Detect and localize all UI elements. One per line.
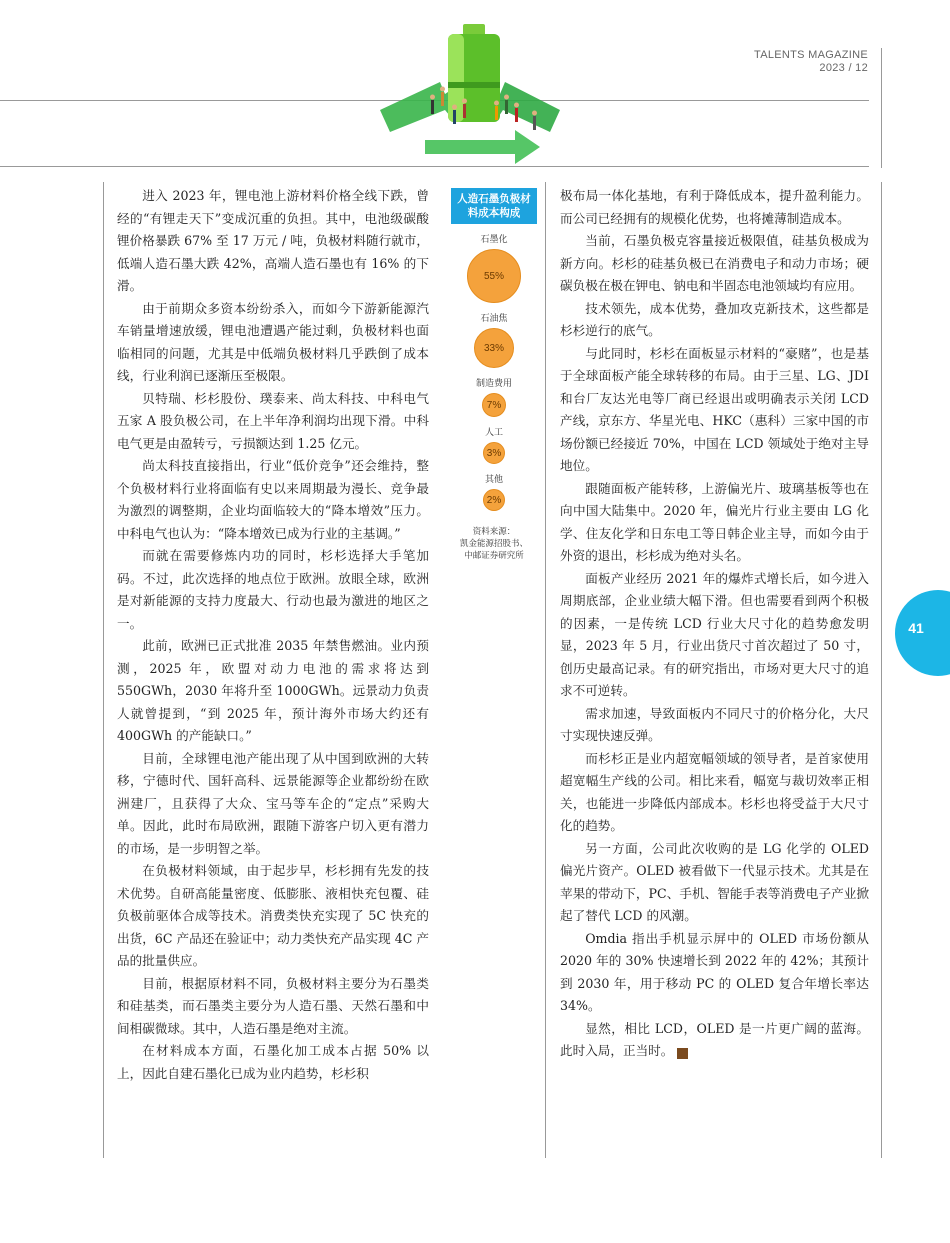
masthead (754, 49, 868, 75)
paragraph: 由于前期众多资本纷纷杀入，而如今下游新能源汽车销量增速放缓，锂电池遭遇产能过剩，负极材料也面临相同的问题，尤其是中低端负极材料几乎跌倒了成本线，行业利润已逐渐压至极限。 (117, 300, 429, 383)
paragraph: 技术领先，成本优势，叠加攻克新技术，这些都是杉杉逆行的底气。 (560, 300, 869, 338)
paragraph-text: 显然，相比 LCD，OLED 是一片更广阔的蓝海。此时入局，正当时。 (560, 1020, 869, 1058)
paragraph: 面板产业经历 2021 年的爆炸式增长后，如今进入周期底部，企业业绩大幅下滑。但也需要看到两个积极的因素，一是传统 LCD 行业大尺寸化的趋势愈发明显，2023 年 5 月，行业出货尺寸首次超过了 50 寸，创历史最高记录。有的研究指出，市场对更大尺寸的追求不可逆转。 (560, 570, 869, 698)
cost-item-label: 其他 (484, 474, 503, 484)
cost-item-bubble (467, 249, 521, 303)
paragraph: 目前，根据原材料不同，负极材料主要分为石墨类和硅基类，而石墨类主要分为人造石墨、天然石墨和中间相碳微球。其中，人造石墨是绝对主流。 (117, 975, 429, 1036)
paragraph: 另一方面，公司此次收购的是 LG 化学的 OLED 偏光片资产。OLED 被看做下一代显示技术。尤其是在苹果的带动下，PC、手机、智能手表等消费电子产业掀起了替代 LCD 的风潮。 (560, 840, 869, 923)
left-column (117, 185, 429, 1085)
cost-item-bubble (483, 442, 505, 464)
paragraph: 而就在需要修炼内功的同时，杉杉选择大手笔加码。不过，此次选择的地点位于欧洲。放眼全球，欧洲是对新能源的支持力度最大、行动也最为激进的地区之一。 (117, 548, 429, 631)
paragraph: 进入 2023 年，锂电池上游材料价格全线下跌，曾经的“有锂走天下”变成沉重的负担。其中，电池级碳酸锂价格暴跌 67% 至 17 万元 / 吨，负极材料随行就市，低端人造石墨大跌 42%，高端人造石墨也有 16% 的下滑。 (117, 188, 429, 293)
masthead-divider (881, 48, 882, 168)
cost-item-label: 石墨化 (480, 234, 508, 244)
paragraph: 在材料成本方面，石墨化加工成本占据 50% 以上，因此自建石墨化已成为业内趋势，杉杉积 (117, 1043, 429, 1081)
paragraph: 尚太科技直接指出，行业“低价竞争”还会维持，整个负极材料行业将面临有史以来周期最为漫长、竞争最为激烈的调整期，企业均面临较大的“降本增效”压力。中科电气也认为：“降本增效已成为行业的主基调。” (117, 458, 429, 541)
source-label: 资料来源： (472, 526, 516, 536)
cost-item-value: 55% (483, 270, 504, 282)
cost-item-label: 人工 (484, 427, 503, 437)
left-column-divider (103, 182, 104, 1158)
paragraph: 需求加速，导致面板内不同尺寸的价格分化，大尺寸实现快速反弹。 (560, 705, 869, 743)
cost-item-value: 3% (486, 447, 502, 459)
cost-item-label: 制造费用 (475, 378, 512, 388)
right-column-divider (881, 182, 882, 1158)
source-text: 中邮证券研究所 (464, 550, 524, 560)
cost-item-value: 33% (483, 342, 504, 354)
bottom-rule (0, 166, 869, 167)
page-number: 41 (908, 620, 924, 636)
paragraph: 此前，欧洲已正式批准 2035 年禁售燃油。业内预测，2025 年，欧盟对动力电池的需求将达到 550GWh，2030 年将升至 1000GWh。远景动力负责人就曾提到，“到 2025 年，预计海外市场大约还有 400GWh 的产能缺口。” (117, 638, 429, 743)
paragraph: 在负极材料领域，由于起步早，杉杉拥有先发的技术优势。自研高能量密度、低膨胀、液相快充包覆、硅负极前驱体合成等技术。消费类快充实现了 5C 快充的出货，6C 产品还在验证中；动力类快充产品实现 4C 产品的批量供应。 (117, 863, 429, 968)
paragraph: 极布局一体化基地，有利于降低成本，提升盈利能力。而公司已经拥有的规模化优势，也将摊薄制造成本。 (560, 188, 869, 226)
cost-item-value: 2% (486, 494, 502, 506)
paragraph: Omdia 指出手机显示屏中的 OLED 市场份额从 2020 年的 30% 快速增长到 2022 年的 42%；其预计到 2030 年，用于移动 PC 的 OLED 复合年增长率达 34%。 (560, 930, 869, 1013)
paragraph: 贝特瑞、杉杉股份、璞泰来、尚太科技、中科电气五家 A 股负极公司，在上半年净利润均出现下滑。中科电气更是由盈转亏，亏损额达到 1.25 亿元。 (117, 390, 429, 451)
paragraph: 目前，全球锂电池产能出现了从中国到欧洲的大转移，宁德时代、国轩高科、远景能源等企业都纷纷在欧洲建厂，且获得了大众、宝马等车企的“定点”采购大单。因此，此时布局欧洲，跟随下游客户切入更有潜力的市场，是一步明智之举。 (117, 750, 429, 856)
sidebar-divider (545, 182, 546, 1158)
magazine-name: TALENTS MAGAZINE (754, 49, 868, 61)
battery-recycling-illustration (345, 22, 595, 164)
cost-structure-sidebar (451, 188, 537, 561)
cost-item-bubble (474, 328, 514, 368)
end-mark-icon: t (677, 1048, 688, 1059)
paragraph: 与此同时，杉杉在面板显示材料的“豪赌”，也是基于全球面板产能全球转移的布局。由于三星、LG、JDI 和台厂友达光电等厂商已经退出或明确表示关闭 LCD 产线，京东方、华星光电、HKC（惠科）三家中国的市场份额已经接近 70%，中国在 LCD 领域处于绝对主导地位。 (560, 345, 869, 473)
source-text: 凯金能源招股书、 (459, 538, 528, 548)
data-source-note (451, 525, 537, 561)
paragraph: 当前，石墨负极克容量接近极限值，硅基负极成为新方向。杉杉的硅基负极已在消费电子和动力市场；硬碳负极在极在钾电、钠电和半固态电池领域均有应用。 (560, 233, 869, 293)
cost-item-bubble (482, 393, 506, 417)
cost-item-value: 7% (486, 399, 502, 411)
paragraph: 跟随面板产能转移，上游偏光片、玻璃基板等也在向中国大陆集中。2020 年，偏光片行业主要由 LG 化学、住友化学和日东电工等日韩企业主导，而如今由于外资的退出，杉杉成为绝对头名。 (560, 480, 869, 563)
cost-item-bubble (483, 489, 505, 511)
cost-item-label: 石油焦 (480, 313, 508, 323)
sidebar-title: 人造石墨负极材料成本构成 (451, 188, 537, 224)
right-column (560, 185, 869, 1063)
paragraph: 而杉杉正是业内超宽幅领域的领导者，是首家使用超宽幅生产线的公司。相比来看，幅宽与裁切效率正相关，也能进一步降低内部成本。杉杉也将受益于大尺寸化的趋势。 (560, 750, 869, 833)
issue-number: 2023 / 12 (819, 62, 868, 74)
paragraph (560, 1018, 869, 1063)
